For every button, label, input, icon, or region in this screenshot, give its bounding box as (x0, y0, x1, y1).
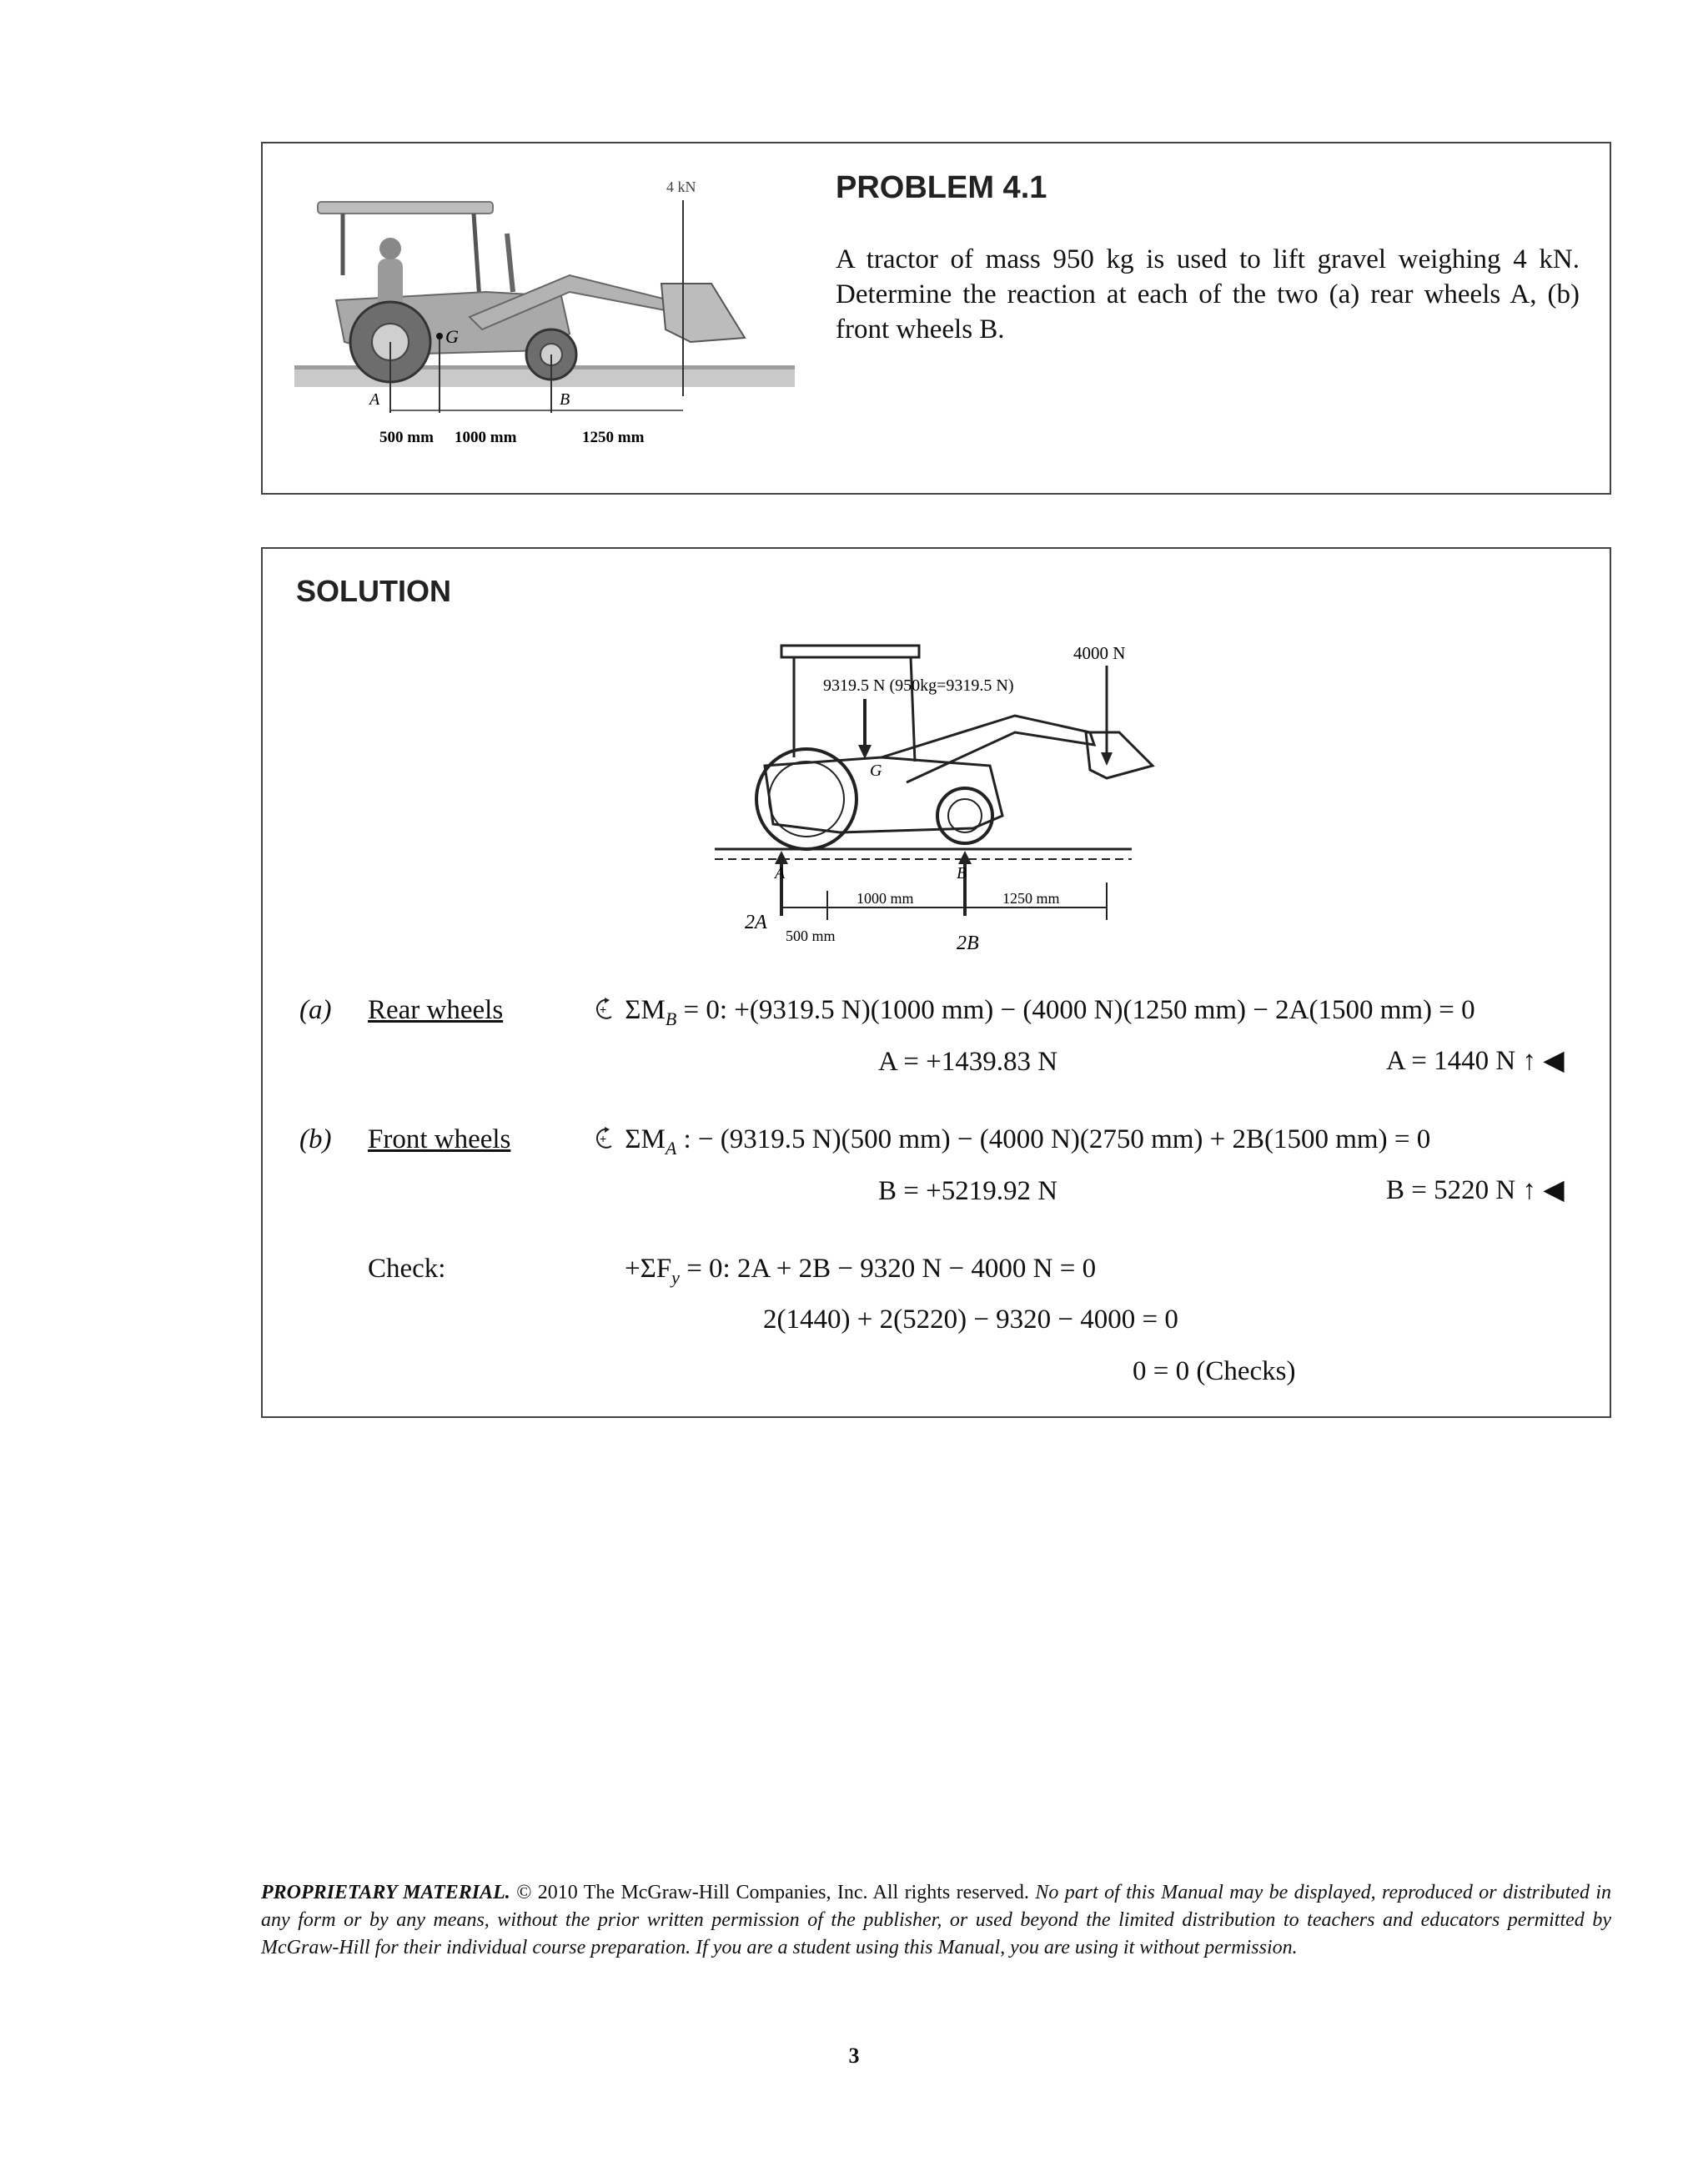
tractor-problem-figure (294, 167, 795, 475)
check-line-3: 0 = 0 (Checks) (1133, 1356, 1296, 1386)
driver-head (379, 238, 401, 259)
exhaust (507, 234, 513, 292)
bucket (661, 284, 745, 342)
part-b-title: Front wheels (368, 1124, 511, 1154)
fbd-dim-500: 500 mm (786, 928, 836, 944)
fbd-rear-wheel-inner (769, 762, 844, 837)
fbd-rear-wheel (756, 749, 857, 849)
reaction-a-arrowhead (775, 851, 788, 864)
fbd-body (765, 757, 1002, 832)
fbd-label-g: G (870, 762, 882, 780)
label-2a: 2A (745, 912, 767, 933)
part-a-answer: A = 1440 N ↑ ◀ (1386, 1046, 1565, 1076)
fbd-dim-1000: 1000 mm (857, 890, 914, 907)
part-b-label (299, 1124, 331, 1155)
fbd-front-wheel (937, 788, 992, 843)
footer-copyright: © 2010 The McGraw-Hill Companies, Inc. All rights reserved. (516, 1882, 1029, 1903)
part-b-sum: ΣM (625, 1124, 666, 1154)
load-label: 4 kN (666, 178, 696, 195)
problem-statement: A tractor of mass 950 kg is used to lift gravel weighing 4 kN. Determine the reaction at each of the two (a) rear wheels A, (b) front wheels B. (836, 244, 1580, 344)
part-b-letter: (b) (299, 1124, 332, 1154)
fbd-dim-1250: 1250 mm (1002, 890, 1060, 907)
dim-1000: 1000 mm (455, 429, 517, 446)
part-b-equation (593, 1124, 1431, 1159)
part-b-answer: B = 5220 N ↑ ◀ (1386, 1175, 1565, 1205)
svg-text:+: + (600, 1132, 607, 1145)
fbd-load-label: 4000 N (1073, 643, 1126, 663)
check-equation (625, 1254, 1097, 1288)
part-a-sum: ΣM (625, 995, 666, 1025)
problem-title: PROBLEM 4.1 (836, 170, 1047, 205)
footer-notice (261, 1879, 1611, 1962)
counterclockwise-moment-icon (593, 997, 618, 1022)
part-a-result: A = +1439.83 N (878, 1047, 1058, 1077)
part-a-subscript: B (665, 1008, 677, 1029)
page-number: 3 (848, 2044, 860, 2068)
check-label: Check: (368, 1254, 446, 1284)
label-g: G (445, 326, 459, 347)
check-sum: +ΣF (625, 1254, 672, 1284)
fbd-label-a: A (775, 864, 786, 882)
part-a-title: Rear wheels (368, 995, 504, 1025)
fbd-canopy (781, 646, 919, 657)
dim-500: 500 mm (379, 429, 434, 446)
canopy (318, 202, 493, 214)
part-a-letter: (a) (299, 995, 332, 1025)
footer-bold-label: PROPRIETARY MATERIAL. (261, 1882, 510, 1903)
footer-notice-text: No part of this Manual may be displayed, reproduced or distributed in any form or by any means, without the prior written permission of the publisher, or used beyond the limited distribution to teachers and educators permitted by McGraw-Hill for their individual course preparation. If you are a student using this Manual, you are using it without permission. (261, 1882, 1612, 1958)
part-b-result: B = +5219.92 N (878, 1176, 1058, 1206)
weight-arrowhead (858, 745, 872, 759)
dim-1250: 1250 mm (582, 429, 645, 446)
part-b-rhs: : − (9319.5 N)(500 mm) − (4000 N)(2750 mm) + 2B(1500 mm) = 0 (683, 1124, 1431, 1154)
solution-title: SOLUTION (296, 574, 451, 608)
fbd-label-b: B (957, 864, 967, 882)
free-body-diagram (715, 641, 1165, 958)
check-subscript: y (671, 1267, 680, 1288)
weight-label: 9319.5 N (950kg=9319.5 N) (823, 676, 1014, 695)
problem-box (261, 142, 1611, 495)
counterclockwise-moment-icon (593, 1126, 618, 1151)
label-a: A (369, 390, 380, 409)
part-a-equation (593, 995, 1475, 1029)
canopy-post (474, 214, 480, 300)
label-b: B (560, 390, 570, 409)
part-a-label (299, 995, 331, 1026)
label-2b: 2B (957, 933, 979, 954)
check-rhs: = 0: 2A + 2B − 9320 N − 4000 N = 0 (686, 1254, 1097, 1284)
reaction-b-arrowhead (958, 851, 972, 864)
center-of-gravity-point (436, 333, 443, 339)
load-arrowhead (1101, 752, 1113, 766)
svg-text:+: + (600, 1003, 607, 1016)
fbd-bucket (1086, 732, 1153, 778)
part-a-rhs: = 0: +(9319.5 N)(1000 mm) − (4000 N)(1250 mm) − 2A(1500 mm) = 0 (683, 995, 1475, 1025)
part-b-subscript: A (665, 1138, 677, 1159)
check-line-2: 2(1440) + 2(5220) − 9320 − 4000 = 0 (763, 1305, 1178, 1335)
solution-box (261, 547, 1611, 1418)
